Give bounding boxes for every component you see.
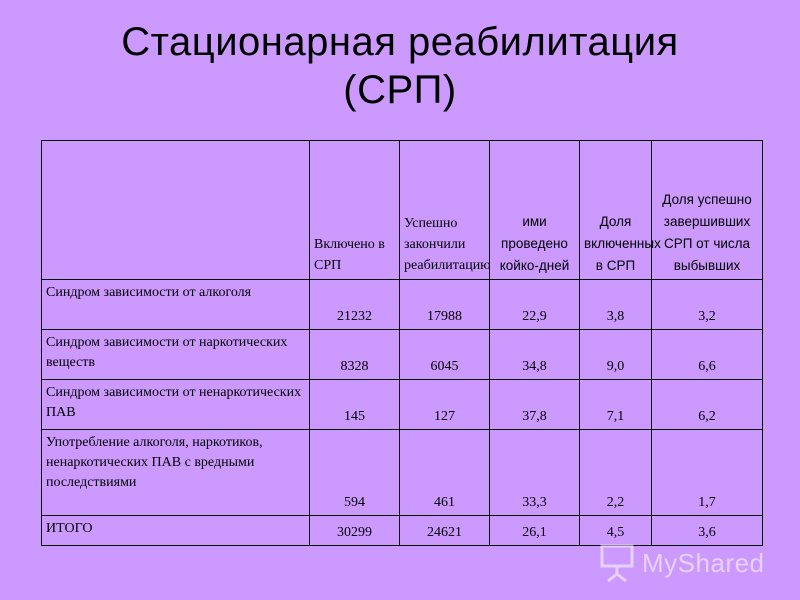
header-included: Включено в СРП [310, 141, 400, 280]
header-bed-days: ими проведено койко-дней [490, 141, 580, 280]
cell-share-completed: 6,6 [652, 330, 763, 380]
cell-completed: 6045 [400, 330, 490, 380]
cell-share-completed: 1,7 [652, 430, 763, 516]
cell-included: 30299 [310, 516, 400, 546]
cell-bed-days: 37,8 [490, 380, 580, 430]
header-completed: Успешно закончили реабилитацию [400, 141, 490, 280]
table-header-row [42, 141, 763, 280]
row-name-total: ИТОГО [42, 516, 310, 546]
cell-bed-days: 26,1 [490, 516, 580, 546]
cell-share-included: 4,5 [580, 516, 652, 546]
cell-included: 145 [310, 380, 400, 430]
cell-share-included: 3,8 [580, 280, 652, 330]
cell-share-included: 7,1 [580, 380, 652, 430]
row-name-non-narcotic: Синдром зависимости от ненаркотических ПАВ [42, 380, 310, 430]
cell-completed: 127 [400, 380, 490, 430]
watermark [600, 538, 765, 588]
slide-title [0, 18, 800, 114]
row-name-harmful-use: Употребление алкоголя, наркотиков, ненаркотических ПАВ с вредными последствиями [42, 430, 310, 516]
cell-bed-days: 33,3 [490, 430, 580, 516]
cell-bed-days: 34,8 [490, 330, 580, 380]
rehab-table [41, 140, 763, 546]
table-row [42, 430, 763, 516]
slide-title-line-2: (СРП) [343, 68, 457, 112]
presentation-board-icon [600, 544, 634, 582]
cell-completed: 17988 [400, 280, 490, 330]
cell-completed: 24621 [400, 516, 490, 546]
row-name-alcohol: Синдром зависимости от алкоголя [42, 280, 310, 330]
header-share-completed: Доля успешно завершивших СРП от числа выбывших [652, 141, 763, 280]
rehab-table-container [41, 140, 763, 546]
header-share-included: Доля включенных в СРП [580, 141, 652, 280]
watermark-text: MyShared [642, 547, 765, 578]
table-row [42, 280, 763, 330]
table-row [42, 380, 763, 430]
cell-share-completed: 6,2 [652, 380, 763, 430]
row-name-narcotics: Синдром зависимости от наркотических веществ [42, 330, 310, 380]
cell-share-included: 9,0 [580, 330, 652, 380]
cell-share-completed: 3,2 [652, 280, 763, 330]
cell-bed-days: 22,9 [490, 280, 580, 330]
cell-included: 8328 [310, 330, 400, 380]
cell-completed: 461 [400, 430, 490, 516]
header-cell-empty [42, 141, 310, 280]
cell-included: 21232 [310, 280, 400, 330]
cell-share-included: 2,2 [580, 430, 652, 516]
cell-included: 594 [310, 430, 400, 516]
table-row [42, 330, 763, 380]
cell-share-completed: 3,6 [652, 516, 763, 546]
slide-title-line-1: Стационарная реабилитация [121, 20, 679, 64]
